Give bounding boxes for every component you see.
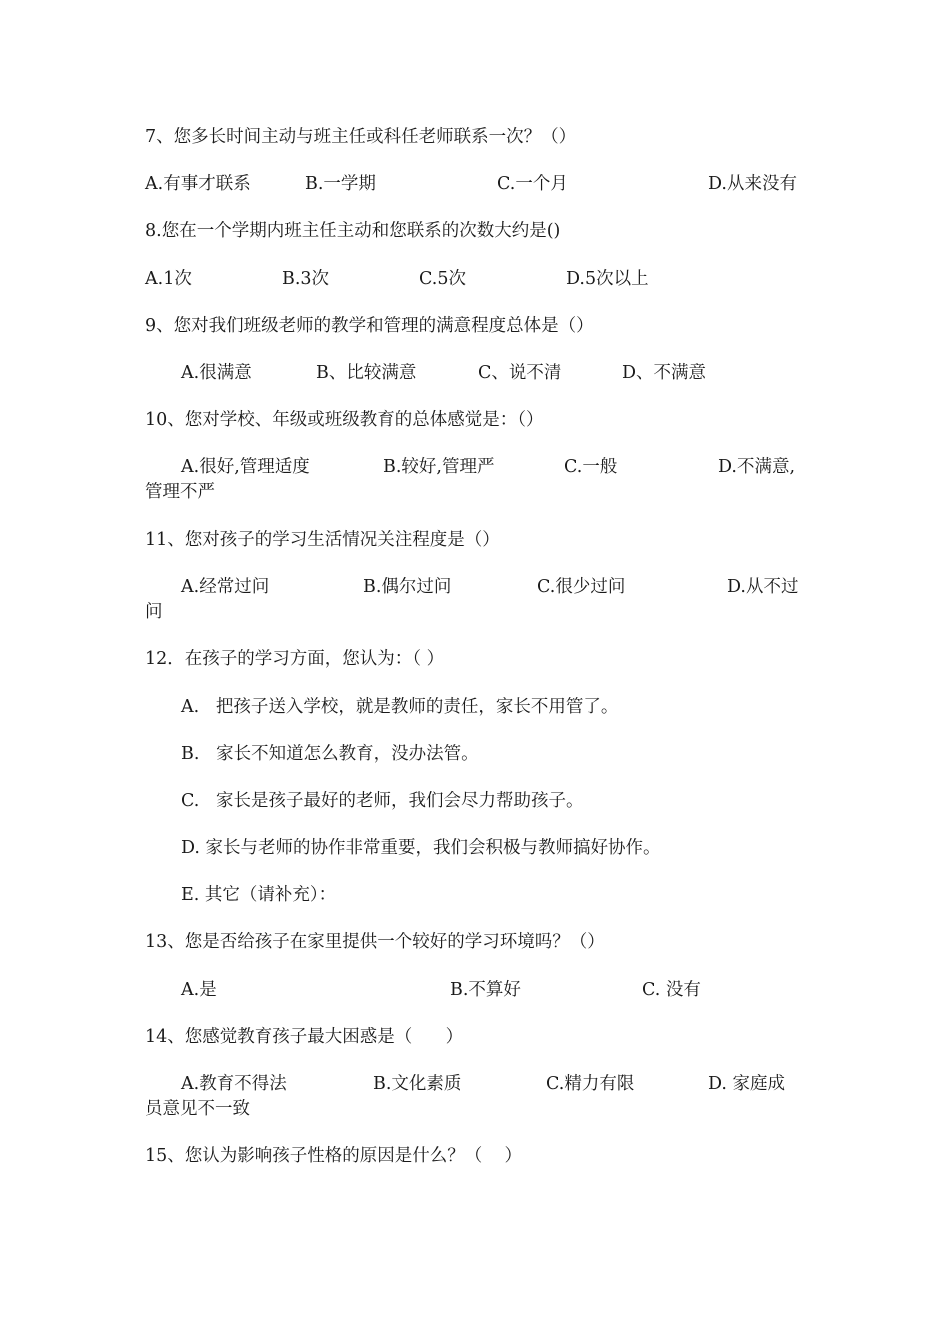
q13-option-b: B.不算好 [450,980,521,1000]
q12-option-b: B. 家长不知道怎么教育，没办法管。 [181,744,479,764]
q9-option-c: C、说不清 [478,363,562,383]
q11-option-b: B.偶尔过问 [363,577,452,597]
q13-option-a: A.是 [181,980,217,1000]
q12-option-a: A. 把孩子送入学校，就是教师的责任，家长不用管了。 [181,697,619,717]
q8-option-d: D.5次以上 [566,269,649,289]
q9-option-a: A.很满意 [181,363,252,383]
question-9: 9、您对我们班级老师的教学和管理的满意程度总体是（） [145,316,594,336]
q7-option-d: D.从来没有 [708,174,797,194]
question-13: 13、您是否给孩子在家里提供一个较好的学习环境吗？（） [145,932,605,952]
q12-option-c: C. 家长是孩子最好的老师，我们会尽力帮助孩子。 [181,791,584,811]
question-14: 14、您感觉教育孩子最大困惑是（ ） [145,1027,464,1047]
q10-option-c: C.一般 [564,457,618,477]
q7-option-a: A.有事才联系 [145,174,251,194]
q7-option-c: C.一个月 [497,174,568,194]
q13-option-c: C. 没有 [642,980,701,1000]
q11-option-d: D.从不过 [727,577,799,597]
q14-option-b: B.文化素质 [373,1074,462,1094]
q8-option-a: A.1次 [145,269,192,289]
question-15: 15、您认为影响孩子性格的原因是什么？（ ） [145,1146,523,1166]
q10-option-a: A.很好,管理适度 [181,457,310,477]
question-12: 12．在孩子的学习方面，您认为：（ ） [145,649,445,669]
q11-option-c: C.很少过问 [537,577,626,597]
q7-option-b: B.一学期 [305,174,376,194]
q14-option-a: A.教育不得法 [181,1074,287,1094]
q11-option-d-continuation: 问 [145,602,163,622]
q12-option-e: E. 其它（请补充）： [181,885,337,905]
q14-option-c: C.精力有限 [546,1074,635,1094]
q11-option-a: A.经常过问 [181,577,270,597]
q14-option-d: D. 家庭成 [708,1074,786,1094]
question-8: 8.您在一个学期内班主任主动和您联系的次数大约是() [145,221,561,241]
q10-option-d: D.不满意, [718,457,796,477]
q9-option-d: D、不满意 [622,363,707,383]
question-7: 7、您多长时间主动与班主任或科任老师联系一次？（） [145,127,577,147]
question-10: 10、您对学校、年级或班级教育的总体感觉是：（） [145,410,544,430]
q8-option-b: B.3次 [282,269,330,289]
q9-option-b: B、比较满意 [316,363,417,383]
q8-option-c: C.5次 [419,269,466,289]
q14-option-d-continuation: 员意见不一致 [145,1099,250,1119]
q10-option-b: B.较好,管理严 [383,457,495,477]
q10-option-d-continuation: 管理不严 [145,482,215,502]
question-11: 11、您对孩子的学习生活情况关注程度是（） [145,530,500,550]
q12-option-d: D. 家长与老师的协作非常重要，我们会积极与教师搞好协作。 [181,838,661,858]
